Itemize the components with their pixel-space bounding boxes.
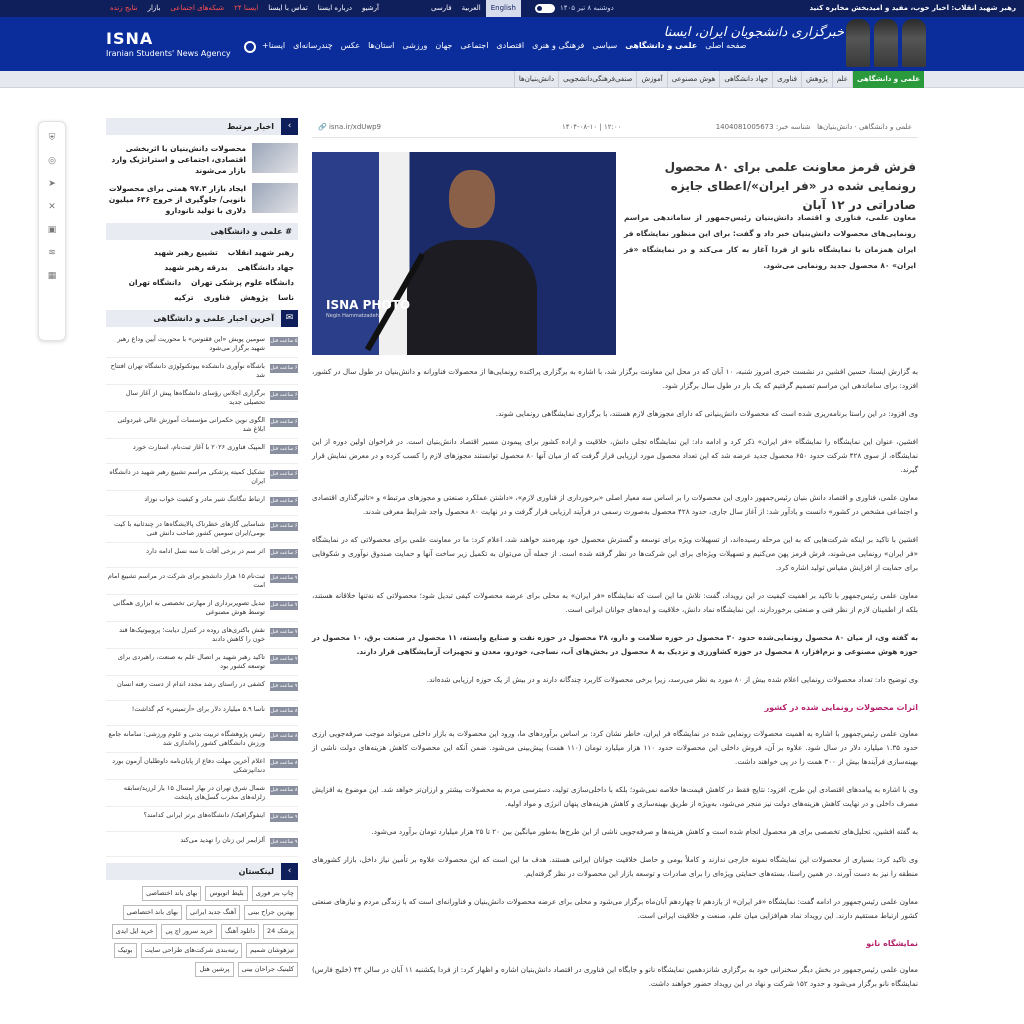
top-link-about[interactable]: درباره ایسنا	[317, 4, 353, 12]
time-badge: ۸ ساعت قبل	[270, 760, 298, 766]
tag[interactable]: دانشگاه علوم پزشکی تهران	[191, 278, 294, 287]
portrait-image	[846, 19, 870, 67]
nav-item[interactable]: چندرسانه‌ای	[293, 41, 333, 50]
time-badge: ۶ ساعت قبل	[270, 446, 298, 452]
short-link[interactable]: 🔗 isna.ir/xdUwp9	[318, 123, 382, 131]
related-item[interactable]	[106, 143, 298, 175]
time-badge: ۶ ساعت قبل	[270, 392, 298, 398]
latest-news-title: سومین پویش «این ققنوس» با محوریت آیین وداع رهبر شهید برگزار می‌شود	[117, 335, 265, 352]
latest-header	[106, 310, 298, 327]
paragraph: به گفته افشین، تحلیل‌های تخصصی برای هر محصول انجام شده است و کاهش هزینه‌ها و صرفه‌جویی ناشی از این طرح‌ها به‌طور میانگین بین ۲۰ تا ۲۵ هزار میلیارد تومان برآورد می‌شود.	[371, 827, 918, 836]
time-badge: ۶ ساعت قبل	[270, 523, 298, 529]
directory-link[interactable]: تیزهوشان شمیم	[246, 943, 298, 958]
nav-item-science[interactable]: علمی و دانشگاهی	[625, 41, 698, 50]
paragraph: معاون علمی، فناوری و اقتصاد دانش بنیان رئیس‌جمهور داوری این محصولات را بر اساس سه معیار اصلی «برخورداری از فناوری لازم»، «داشتن عملکرد صنعتی و مجوزهای مرتبط» و «تاثیرگذاری اقتصادی و اجتماعی مشخص در کشور» دانست و یادآور شد: از آغاز سال جاری، حدود ۴۲۸ محصول به‌صورت رسمی در فرآیند ارزیابی قرار گرفت و در نهایت ۸۰ محصول واجد شرایط معرفی شدند.	[312, 493, 918, 516]
time-badge: ۶ ساعت قبل	[270, 365, 298, 371]
paragraph: افشین با تاکید بر اینکه شرکت‌هایی که به این مرحله رسیده‌اند، از تسهیلات ویژه برای توسعه و گسترش محصول خود بهره‌مند خواهند شد، اعلام کرد: ما در معاونت علمی برای محصولاتی که در نمایشگاه «فر ایران» رونمایی می‌شوند، فرش قرمز پهن می‌کنیم و تسهیلات ویژه‌ای برای این شرکت‌ها در نظر گرفته شده است. از جمله آن می‌توان به تکمیل زیر ساخت آنها و حمایت صندوق نوآوری و شکوفایی برای حمایت از افزایش مقیاس تولید اشاره کرد.	[312, 535, 918, 572]
latest-news-item[interactable]	[106, 439, 298, 464]
nav-item[interactable]: ورزشی	[402, 41, 428, 50]
directory-link[interactable]: خرید سرور اچ پی	[161, 924, 217, 939]
tag[interactable]: بدرقه رهبر شهید	[164, 263, 228, 272]
directory-link[interactable]: رتبه‌بندی شرکت‌های طراحی سایت	[141, 943, 243, 958]
time-badge: ۷ ساعت قبل	[270, 629, 298, 635]
brand-header	[0, 17, 1024, 71]
related-thumbnail	[252, 183, 298, 213]
directory-link[interactable]: چاپ بنر فوری	[252, 886, 298, 901]
related-header	[106, 118, 298, 135]
sidebar	[106, 118, 298, 983]
paragraph: وی با اشاره به پیامدهای اقتصادی این طرح، افزود: نتایج فقط در کاهش قیمت‌ها خلاصه نمی‌شود؛ بلکه با داخلی‌سازی تولید، دسترسی مردم به محصولات بیشتر و ارزان‌تر خواهد شد. این موضوع به افزایش مصرف داخلی و در نهایت کاهش هزینه‌های دولت نیز منجر می‌شود، به‌ویژه از طریق بهینه‌سازی و کاهش هزینه‌های پنهان انرژی و مواد اولیه.	[312, 785, 918, 808]
grid-icon[interactable]: ▦	[47, 271, 57, 281]
article	[312, 118, 918, 319]
toggle-knob-icon	[537, 6, 542, 11]
latest-news-title: آلزایمر این زنان را تهدید می‌کند	[180, 836, 265, 844]
related-item-title: ایجاد بازار ۹۷.۳ همتی برای محصولات نانویی/ جلوگیری از خروج ۶۳۶ میلیون دلاری با تولید نانودارو	[108, 184, 246, 215]
latest-news-title: ناسا ۵.۹ میلیارد دلار برای «آرتمیس» کم گذاشت!	[131, 705, 265, 713]
time-badge: ۶ ساعت قبل	[270, 550, 298, 556]
directory-link[interactable]: آهنگ جدید ایرانی	[186, 905, 240, 920]
top-link-social[interactable]: شبکه‌های اجتماعی	[170, 4, 225, 12]
time-badge: ۹ ساعت قبل	[270, 839, 298, 845]
links-header	[106, 863, 298, 880]
directory-link[interactable]: پرشین هتل	[195, 962, 233, 977]
latest-news-title: تاکید رهبر شهید بر اتصال علم به صنعت، راهبردی برای توسعه کشور بود	[117, 653, 265, 670]
lang-english[interactable]: English	[486, 0, 521, 17]
tag[interactable]: دانشگاه تهران	[128, 278, 182, 287]
latest-news-item[interactable]	[106, 649, 298, 676]
nav-item[interactable]: ایسنا+	[262, 41, 286, 50]
latest-news-item[interactable]	[106, 491, 298, 516]
latest-news-title: ثبت‌نام ۱۵ هزار دانشجو برای شرکت در مراسم تشییع امام امت	[107, 572, 265, 589]
top-link-isna24[interactable]: ایسنا ۲۴	[234, 4, 259, 12]
time-badge: ۵ ساعت قبل	[270, 338, 298, 344]
breadcrumb	[716, 123, 912, 131]
latest-news-item[interactable]	[106, 622, 298, 649]
latest-news-item[interactable]	[106, 807, 298, 832]
megaphone-icon: ✉	[281, 310, 298, 327]
subnav-item[interactable]: دانش‌بنیان‌ها	[514, 71, 558, 88]
dark-mode-toggle[interactable]	[535, 4, 555, 13]
article-body	[312, 365, 918, 1005]
paragraph: وی افزود: در این راستا برنامه‌ریزی شده است که محصولات دانش‌بنیانی که دارای مجوزهای لازم هستند، با برگزاری نمایشگاهی رونمایی شوند.	[495, 409, 918, 418]
latest-news-item[interactable]	[106, 780, 298, 807]
latest-title: آخرین اخبار علمی و دانشگاهی	[153, 314, 274, 323]
latest-news-title: باشگاه نوآوری دانشکده بیوتکنولوژی دانشگاه تهران افتتاح شد	[110, 362, 265, 379]
nav-item[interactable]: سیاسی	[592, 41, 618, 50]
chevron-icon: ›	[281, 863, 298, 880]
latest-news-item[interactable]	[106, 726, 298, 753]
article-lead: معاون علمی، فناوری و اقتصاد دانش‌بنیان رئیس‌جمهور از ساماندهی مراسم رونمایی‌های محصولات دانش‌بنیان خبر داد و گفت: برای این منظور نمایشگاه فر ایران همزمان با نمایشگاه نانو از فردا آغاز به کار می‌کند و در نمایشگاه «فر ایران» ۸۰ محصول جدید رونمایی می‌شود.	[624, 213, 916, 270]
latest-news-title: شمال شرق تهران در بهار امسال ۱۵ بار لرزید/سابقه زلزله‌های مخرب گسل‌های پایتخت	[123, 784, 265, 801]
directory-link[interactable]: بهای باند اختصاصی	[123, 905, 182, 920]
nav-item[interactable]: اجتماعی	[460, 41, 489, 50]
rss-icon[interactable]: ≋	[48, 248, 56, 258]
paragraph: معاون علمی رئیس‌جمهور با تاکید بر اهمیت کیفیت در این رویداد، گفت: تلاش ما این است که نمایشگاه «فر ایران» به محلی برای عرضه محصولات کیفی تبدیل شود؛ محصولاتی که نه‌تنها خلاقانه هستند، بلکه از اطمینان لازم از نظر فنی و صنعتی برخوردارند. این نمایشگاه نماد دانش، خلاقیت و ایده‌های جوانان ایرانی است.	[312, 591, 918, 614]
directory-link[interactable]: دانلود آهنگ	[221, 924, 259, 939]
top-link-market[interactable]: بازار	[147, 4, 161, 12]
logo-subtitle: Iranian Students' News Agency	[106, 49, 231, 58]
article-title: فرش قرمز معاونت علمی برای ۸۰ محصول رونمایی شده در «فر ایران»/اعطای جایزه صادراتی در ۱۲ آبان	[664, 160, 916, 212]
nav-item[interactable]: صفحه اصلی	[705, 41, 747, 50]
nav-item[interactable]: جهان	[435, 41, 453, 50]
subnav-item[interactable]: جهاد دانشگاهی	[719, 71, 772, 88]
related-item[interactable]	[106, 183, 298, 215]
subnav-item[interactable]: صنفی‌فرهنگی‌دانشجویی	[558, 71, 636, 88]
directory-link[interactable]: پزشک 24	[263, 924, 298, 939]
latest-news-item[interactable]	[106, 595, 298, 622]
lang-farsi[interactable]: فارسی	[431, 4, 452, 12]
shield-icon[interactable]: ⛨	[48, 133, 56, 143]
latest-news-item[interactable]	[106, 412, 298, 439]
latest-news-item[interactable]	[106, 464, 298, 491]
related-title: اخبار مرتبط	[227, 122, 274, 131]
tag-list	[106, 240, 298, 310]
latest-news-item[interactable]	[106, 516, 298, 543]
top-link-contact[interactable]: تماس با ایسنا	[268, 4, 308, 12]
top-bar	[0, 0, 1024, 17]
nav-item[interactable]: استان‌ها	[368, 41, 395, 50]
time-badge: ۸ ساعت قبل	[270, 733, 298, 739]
paragraph: به گزارش ایسنا، حسین افشین در نشست خبری امروز شنبه، ۱۰ آبان که در محل این معاونت برگزار شد، با اشاره به برگزاری پراکنده رونمایی‌ها از محصولات فناورانه و دانش‌بنیان در طول سال در کشور، افزود: برای ساماندهی این مراسم تصمیم گرفتیم که یک بار در طول سال برگزار شود.	[312, 367, 918, 390]
paragraph: وی توضیح داد: تعداد محصولات رونمایی اعلام شده بیش از ۸۰ مورد به نظر می‌رسد، زیرا برخی محصولات کاربرد چندگانه دارند و در بیش از یک حوزه ارزیابی شده‌اند.	[426, 675, 918, 684]
chevron-icon: ›	[281, 118, 298, 135]
latest-news-item[interactable]	[106, 701, 298, 726]
logo-text: ISNA	[106, 29, 154, 48]
nav-item[interactable]: عکس	[340, 41, 361, 50]
subnav-item[interactable]: فناوری	[772, 71, 801, 88]
related-thumbnail	[252, 143, 298, 173]
latest-news-title: ارتباط تنگاتنگ شیر مادر و کیفیت خواب نوزاد	[144, 495, 265, 503]
tag[interactable]: فناوری	[203, 293, 231, 302]
photo-credit: Negin Hammatzadeh	[326, 313, 379, 319]
masthead-title: خبرگزاری دانشجویان ایران، ایسنا	[663, 25, 844, 40]
subnav-item[interactable]: پژوهش	[801, 71, 832, 88]
section-heading: نمایشگاه نانو	[866, 939, 918, 948]
tags-header	[106, 223, 298, 240]
breaking-news[interactable]: رهبر شهید انقلاب: اخبار خوب، مفید و امیدبخش مخابره کنید	[809, 4, 1016, 12]
top-link-live[interactable]: نتایج زنده	[110, 4, 138, 12]
time-badge: ۶ ساعت قبل	[270, 419, 298, 425]
latest-news-item[interactable]	[106, 832, 298, 857]
directory-link[interactable]: بهترین جراح بینی	[244, 905, 298, 920]
subnav-item[interactable]: علم	[832, 71, 852, 88]
time-badge: ۶ ساعت قبل	[270, 498, 298, 504]
news-code: شناسه خبر: 1404081005673	[715, 123, 811, 131]
tag[interactable]: ترکیه	[174, 293, 194, 302]
subnav-item[interactable]: آموزش	[636, 71, 666, 88]
paragraph: معاون علمی رئیس‌جمهور در ادامه گفت: نمایشگاه «فر ایران» از یازدهم تا چهاردهم آبان‌ماه برگزار می‌شود و محلی برای عرضه محصولات دانش‌بنیان و فناورانه‌ای است که با زندگی مردم و نیازهای صنعتی کشور ارتباط مستقیم دارند. این رویداد نماد هم‌افزایی میان علم، صنعت و خلاقیت ایرانی است.	[312, 897, 918, 920]
search-icon[interactable]	[244, 41, 256, 53]
time-badge: ۷ ساعت قبل	[270, 602, 298, 608]
latest-news-item[interactable]	[106, 358, 298, 385]
latest-news-title: الگوی نوین حکمرانی مؤسسات آموزش عالی غیردولتی ابلاغ شد	[117, 416, 265, 433]
short-link-text: isna.ir/xdUwp9	[328, 123, 382, 131]
breadcrumb-text[interactable]: علمی و دانشگاهی · دانش‌بنیان‌ها	[817, 123, 912, 131]
article-meta	[312, 118, 918, 138]
time-badge: ۶ ساعت قبل	[270, 471, 298, 477]
top-links	[110, 4, 379, 12]
photo-watermark: ISNA PHOTO	[326, 298, 411, 312]
latest-news-item[interactable]	[106, 753, 298, 780]
latest-news-title: کشفی در راستای رشد مجدد اندام از دست رفته انسان	[116, 680, 265, 688]
links-title: لینکستان	[238, 867, 274, 876]
leaders-portraits	[846, 19, 926, 67]
latest-news-title: شناسایی گازهای خطرناک پالایشگاه‌ها در چندثانیه با کیت بومی/ایران سومین کشور صاحب دانش فنی	[114, 520, 265, 537]
tag[interactable]: رهبر شهید انقلاب	[227, 248, 294, 257]
nav-item[interactable]: فرهنگی و هنری	[532, 41, 585, 50]
speaker-figure	[407, 170, 537, 355]
tag[interactable]: تشییع رهبر شهید	[153, 248, 218, 257]
sub-nav	[0, 71, 1024, 88]
share-bar	[38, 121, 66, 341]
lang-arabic[interactable]: العربیة	[461, 4, 481, 12]
paragraph-bold: به گفته وی، از میان ۸۰ محصول رونمایی‌شده حدود ۳۰ محصول در حوزه سلامت و دارو، ۲۸ محصول در حوزه نفت و صنایع وابسته، ۱۱ محصول در صنعت برق، ۱۰ محصول در حوزه هوش مصنوعی و نرم‌افزار، ۸ محصول در حوزه کشاورزی و نزدیک به ۸ محصول در بخش‌های آب، نساجی، خودرو، معدن و تجهیزات آزمایشگاهی قرار دارند.	[312, 633, 918, 656]
paragraph: معاون علمی رئیس‌جمهور با اشاره به اهمیت محصولات رونمایی شده در نمایشگاه فر ایران، خاطر نشان کرد: بر اساس برآوردهای ما، ورود این محصولات به بازار داخلی می‌تواند موجب صرفه‌جویی ارزی حدود ۱.۳۵ میلیارد دلار در سال شود. علاوه بر آن، فروش داخلی این محصولات حدود ۱۱۰ هزار میلیارد تومان (۱۱۰ همت) پیش‌بینی می‌شود. ضمن آنکه این محصولات کاهش هزینه‌های دولت ناشی از بهینه‌سازی فرآیندها بیش از ۳۰۰ همت را در پی خواهند داشت.	[312, 729, 918, 766]
latest-news-title: تشکیل کمیته پزشکی مراسم تشییع رهبر شهید در دانشگاه ایران	[109, 468, 265, 485]
portrait-image	[902, 19, 926, 67]
time-badge: ۹ ساعت قبل	[270, 814, 298, 820]
publish-date: ۱۴۰۴-۰۸-۱۰ | ۱۲:۰۰	[562, 123, 622, 131]
link-directory	[106, 880, 298, 983]
time-badge: ۸ ساعت قبل	[270, 787, 298, 793]
portrait-image	[874, 19, 898, 67]
current-date: دوشنبه ۸ تیر ۱۴۰۵	[560, 4, 614, 12]
subnav-item[interactable]: هوش مصنوعی	[667, 71, 720, 88]
latest-news-title: اثر سم در برخی آفات تا سه نسل ادامه دارد	[146, 547, 265, 555]
main-nav	[262, 41, 746, 50]
latest-news-title: تبدیل تصویربرداری از مهارتی تخصصی به ابزاری همگانی توسط هوش مصنوعی	[113, 599, 265, 616]
tags-title: # علمی و دانشگاهی	[210, 227, 292, 236]
article-photo[interactable]	[312, 152, 616, 355]
time-badge: ۸ ساعت قبل	[270, 708, 298, 714]
time-badge: ۷ ساعت قبل	[270, 656, 298, 662]
telegram-icon[interactable]: ➤	[48, 179, 56, 189]
latest-news-item[interactable]	[106, 543, 298, 568]
latest-news-item[interactable]	[106, 385, 298, 412]
latest-list	[106, 331, 298, 857]
tag[interactable]: جهاد دانشگاهی	[237, 263, 294, 272]
tag[interactable]: پژوهش	[240, 293, 269, 302]
instagram-icon[interactable]: ◎	[48, 156, 56, 166]
time-badge: ۷ ساعت قبل	[270, 683, 298, 689]
directory-link[interactable]: کلینیک جراحان بینی	[238, 962, 298, 977]
paragraph: وی تاکید کرد: بسیاری از محصولات این نمایشگاه نمونه خارجی ندارند و کاملاً بومی و حاصل خلاقیت جوانان ایرانی هستند. هدف ما این است که این محصولات علاوه بر تأمین نیاز داخل، بازار کشورهای منطقه را نیز به دست آورند. در همین راستا، بسته‌های حمایتی ویژه‌ای را برای صادرات و توسعه بازار این محصولات در نظر گرفته‌ایم.	[312, 855, 918, 878]
x-icon[interactable]: ✕	[48, 202, 56, 212]
paragraph: معاون علمی رئیس‌جمهور در بخش دیگر سخنرانی خود به برگزاری شانزدهمین نمایشگاه نانو و جایگاه این فناوری در اقتصاد دانش‌بنیان اشاره و اظهار کرد: از فردا یکشنبه ۱۱ آبان در سالن ۴۴ (خلیج فارس) نمایشگاه نانو برگزار می‌شود و حدود ۱۵۲ شرکت و نهاد در این رویداد حضور خواهند داشت.	[312, 965, 918, 988]
paragraph: افشین، عنوان این نمایشگاه را نمایشگاه «فر ایران» ذکر کرد و ادامه داد: این نمایشگاه تجلی دانش، خلاقیت و اراده کشور برای پیمودن مسیر اقتصاد دانش‌بنیان است. در فراخوان اولین دوره از این نمایشگاه، از سوی ۴۲۸ شرکت حدود ۶۵۰ محصول جدید عرضه شد که این تعداد محصول مورد ارزیابی قرار گرفت که از میان آنها ۸۰ محصول توانستند مجوزهای لازم را کسب کرده و در معرض نمایش قرار گیرند.	[312, 437, 918, 474]
latest-news-item[interactable]	[106, 331, 298, 358]
directory-link[interactable]: بلیط اتوبوس	[205, 886, 247, 901]
latest-news-title: اینفوگرافیک/ دانشگاه‌های برتر ایرانی کدامند؟	[143, 811, 265, 819]
time-badge: ۷ ساعت قبل	[270, 575, 298, 581]
related-item-title: محصولات دانش‌بنیان با اثربخشی اقتصادی، اجتماعی و استراتژیک وارد بازار می‌شوند	[111, 144, 246, 175]
directory-link[interactable]: بوتیک	[114, 943, 137, 958]
subnav-item-active[interactable]: علمی و دانشگاهی	[852, 71, 924, 88]
latest-news-item[interactable]	[106, 568, 298, 595]
isna-logo[interactable]	[106, 29, 231, 58]
latest-news-title: برگزاری اجلاس رؤسای دانشگاه‌ها پیش از آغاز سال تحصیلی جدید	[125, 389, 265, 406]
latest-news-title: المپیک فناوری ۲۰۲۶ با آغاز ثبت‌نام، استارت خورد	[132, 443, 265, 451]
latest-news-title: نقش باکتری‌های روده در کنترل دیابت؛ پروبیوتیک‌ها قند خون را کاهش دادند	[119, 626, 265, 643]
latest-news-item[interactable]	[106, 676, 298, 701]
camera-icon[interactable]: ▣	[47, 225, 57, 235]
latest-news-title: رئیس پژوهشگاه تربیت بدنی و علوم ورزشی: سامانه جامع ورزش دانشگاهی کشور راه‌اندازی شد	[108, 730, 265, 747]
nav-item[interactable]: اقتصادی	[496, 41, 525, 50]
language-switcher	[426, 0, 521, 17]
top-link-archive[interactable]: آرشیو	[362, 4, 379, 12]
tag[interactable]: ناسا	[278, 293, 294, 302]
section-heading: اثرات محصولات رونمایی شده در کشور	[764, 703, 918, 712]
latest-news-title: اعلام آخرین مهلت دفاع از پایان‌نامه داوطلبان آزمون بورد دندانپزشکی	[112, 757, 265, 774]
directory-link[interactable]: بهای باند اختصاصی	[142, 886, 201, 901]
directory-link[interactable]: خرید ایل ایدی	[112, 924, 158, 939]
